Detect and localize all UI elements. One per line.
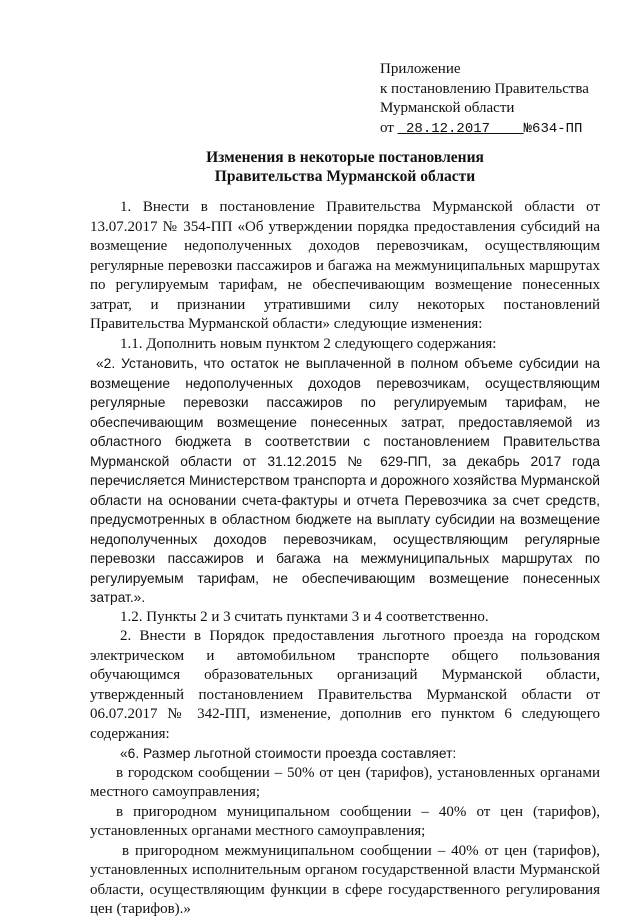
annex-date-line xyxy=(380,119,589,140)
annex-date: 28.12.2017 xyxy=(406,120,491,137)
paragraph-1-1: 1.1. Дополнить новым пунктом 2 следующего содержания: xyxy=(120,335,497,352)
paragraph-2: 2. Внести в Порядок предоставления льготного проезда на городском электрическом и автомобильном транспорте общего пользования обучающимся образовательных организаций Мурманской области, утвержденный постановлением Правительства Мурманской области от 06.07.2017 № 342-ПП, изменение, дополнив его пунктом 6 следующего содержания: xyxy=(90,628,600,742)
document-body xyxy=(90,198,600,920)
paragraph-quoted-6: «6. Размер льготной стоимости проезда составляет: xyxy=(120,746,457,761)
annex-resolution-ref: к постановлению Правительства xyxy=(380,80,589,97)
title-line-1: Изменения в некоторые постановления xyxy=(206,149,484,166)
annex-region: Мурманской области xyxy=(380,100,515,116)
annex-number: №634-ПП xyxy=(523,120,583,137)
title-line-2: Правительства Мурманской области xyxy=(214,168,476,185)
annex-from-label: от xyxy=(380,119,394,136)
annex-header xyxy=(380,60,589,139)
document-title xyxy=(90,148,600,186)
paragraph-urban: в городском сообщении – 50% от цен (тарифов), установленных органами местного самоуправления; xyxy=(90,764,600,800)
paragraph-1-2: 1.2. Пункты 2 и 3 считать пунктами 3 и 4 соответственно. xyxy=(120,608,489,625)
paragraph-1: 1. Внести в постановление Правительства Мурманской области от 13.07.2017 № 354-ПП «Об утверждении порядка предоставления субсидий на возмещение недополученных доходов перевозчикам, осуществляющим регулярные перевозки пассажиров и багажа на межмуниципальных маршрутах по регулируемым тарифам, не обеспечивающим возмещение понесенных затрат, и признании утратившими силу некоторых постановлений Правительства Мурманской области» следующие изменения: xyxy=(90,199,600,332)
paragraph-suburban-municipal: в пригородном муниципальном сообщении – 40% от цен (тарифов), установленных органами местного самоуправления; xyxy=(90,803,600,839)
paragraph-quoted-2: «2. Установить, что остаток не выплаченной в полном объеме субсидии на возмещение недополученных доходов перевозчикам, осуществляющим регулярные перевозки пассажиров по регулируемым тарифам, не обеспечивающим возмещение понесенных затрат, предоставляемой из областного бюджета в соответствии с постановлением Правительства Мурманской области от 31.12.2015 № 629-ПП, за декабрь 2017 года перечисляется Министерством транспорта и дорожного хозяйства Мурманской области на основании счета-фактуры и отчета Перевозчика за счет средств, предусмотренных в областном бюджете на выплату субсидии на возмещение недополученных доходов перевозчикам, осуществляющим регулярные перевозки пассажиров и багажа на межмуниципальных маршрутах по регулируемым тарифам, не обеспечивающим возмещение понесенных затрат.». xyxy=(90,356,600,605)
annex-label: Приложение xyxy=(380,61,461,77)
paragraph-suburban-intermunicipal: в пригородном межмуниципальном сообщении – 40% от цен (тарифов), установленных исполнительным органом государственной власти Мурманской области, осуществляющим функции в сфере государственного регулирования цен (тарифов).» xyxy=(90,842,600,917)
